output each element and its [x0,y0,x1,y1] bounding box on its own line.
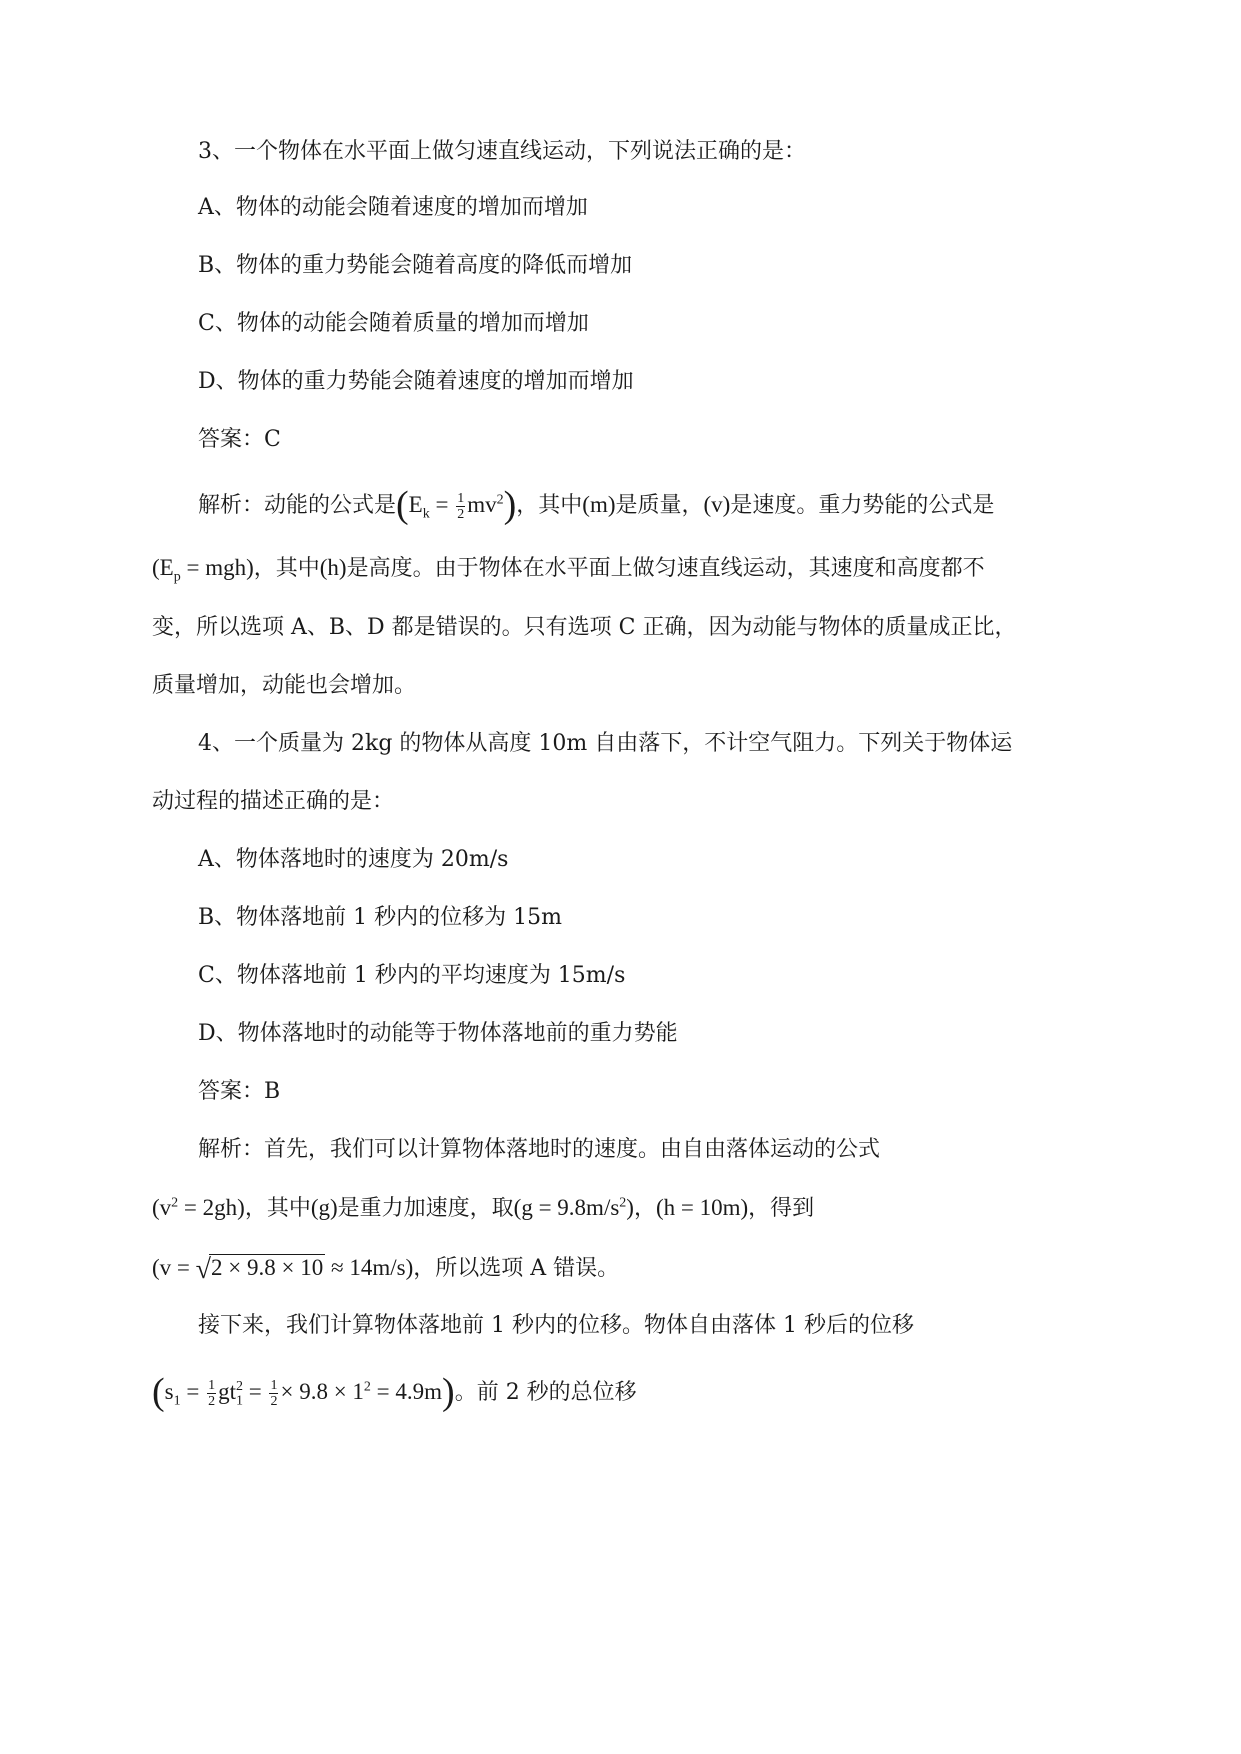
q4-analysis-line5: ($s_1$ = $\frac{1}{2}$ $gt_1^2$ = $\frac{1}{2}$ × $9.8 \times 1^2 = 4.9m$)。前 2 秒的总位移 [152,1371,637,1413]
q3-answer: 答案：C [198,427,281,452]
q4-analysis-line3: (v = √2 × 9.8 × 10 ≈ 14m/s)，所以选项 A 错误。 [152,1254,620,1285]
q4-analysis-line2: $(v^2 = 2gh)$，其中(g)是重力加速度，取$(g = 9.8m/s^2)$，(h = 10m)，得到 [152,1195,815,1221]
q4-option-b: B、物体落地前 1 秒内的位移为 15m [198,905,562,930]
q4-option-a: A、物体落地时的速度为 20m/s [198,847,509,872]
gravity-value: $(g = 9.8m/s^2)$ [513,1195,634,1220]
q4-analysis-line4: 接下来，我们计算物体落地前 1 秒内的位移。物体自由落体 1 秒后的位移 [198,1313,914,1338]
height-symbol: (h) [319,555,347,580]
displacement-formula: ($s_1$ = $\frac{1}{2}$ $gt_1^2$ = $\frac{1}{2}$ × $9.8 \times 1^2 = 4.9m$) [152,1371,455,1413]
radical-sign: √ [195,1254,212,1285]
one-half-fraction: $\frac{1}{2}$ [457,491,465,523]
potential-energy-formula: $(E_p = mgh)$ [152,555,254,585]
kinetic-energy-formula: ($E_k$ = $\frac{1}{2}$ $mv^2$) [396,484,517,526]
q4-question-line2: 动过程的描述正确的是： [152,789,395,814]
one-half-fraction: $\frac{1}{2}$ [208,1378,216,1410]
velocity-symbol: (v) [703,492,731,517]
height-value: (h = 10m) [655,1195,749,1220]
q4-answer: 答案：B [198,1079,281,1104]
one-half-fraction: $\frac{1}{2}$ [270,1378,278,1410]
q3-analysis-line1: 解析：动能的公式是($E_k$ = $\frac{1}{2}$ $mv^2$)，其中(m)是质量，(v)是速度。重力势能的公式是 [198,484,995,526]
q4-option-c: C、物体落地前 1 秒内的平均速度为 15m/s [198,963,626,988]
q3-option-a: A、物体的动能会随着速度的增加而增加 [198,195,588,220]
q3-option-d: D、物体的重力势能会随着速度的增加而增加 [198,369,634,394]
q3-question: 3、一个物体在水平面上做匀速直线运动，下列说法正确的是： [198,139,806,164]
q3-analysis-line3: 变，所以选项 A、B、D 都是错误的。只有选项 C 正确，因为动能与物体的质量成正比， [152,615,1017,640]
free-fall-formula: $(v^2 = 2gh)$ [152,1195,245,1220]
gravity-symbol: (g) [310,1195,338,1220]
q4-option-d: D、物体落地时的动能等于物体落地前的重力势能 [198,1021,678,1046]
q3-option-c: C、物体的动能会随着质量的增加而增加 [198,311,589,336]
q3-analysis-line2: $(E_p = mgh)$，其中(h)是高度。由于物体在水平面上做匀速直线运动，其速度和高度都不 [152,555,985,585]
velocity-calculation: (v = √2 × 9.8 × 10 ≈ 14m/s) [152,1254,414,1285]
mass-symbol: (m) [582,492,616,517]
q3-analysis-line4: 质量增加，动能也会增加。 [152,673,417,698]
q3-analysis-intro: 解析：动能的公式是 [198,493,397,518]
q4-analysis-line1: 解析：首先，我们可以计算物体落地时的速度。由自由落体运动的公式 [198,1137,881,1162]
sqrt-content: 2 × 9.8 × 10 [211,1255,324,1280]
q3-option-b: B、物体的重力势能会随着高度的降低而增加 [198,253,633,278]
q4-question-line1: 4、一个质量为 2kg 的物体从高度 10m 自由落下，不计空气阻力。下列关于物体运 [198,731,1013,756]
